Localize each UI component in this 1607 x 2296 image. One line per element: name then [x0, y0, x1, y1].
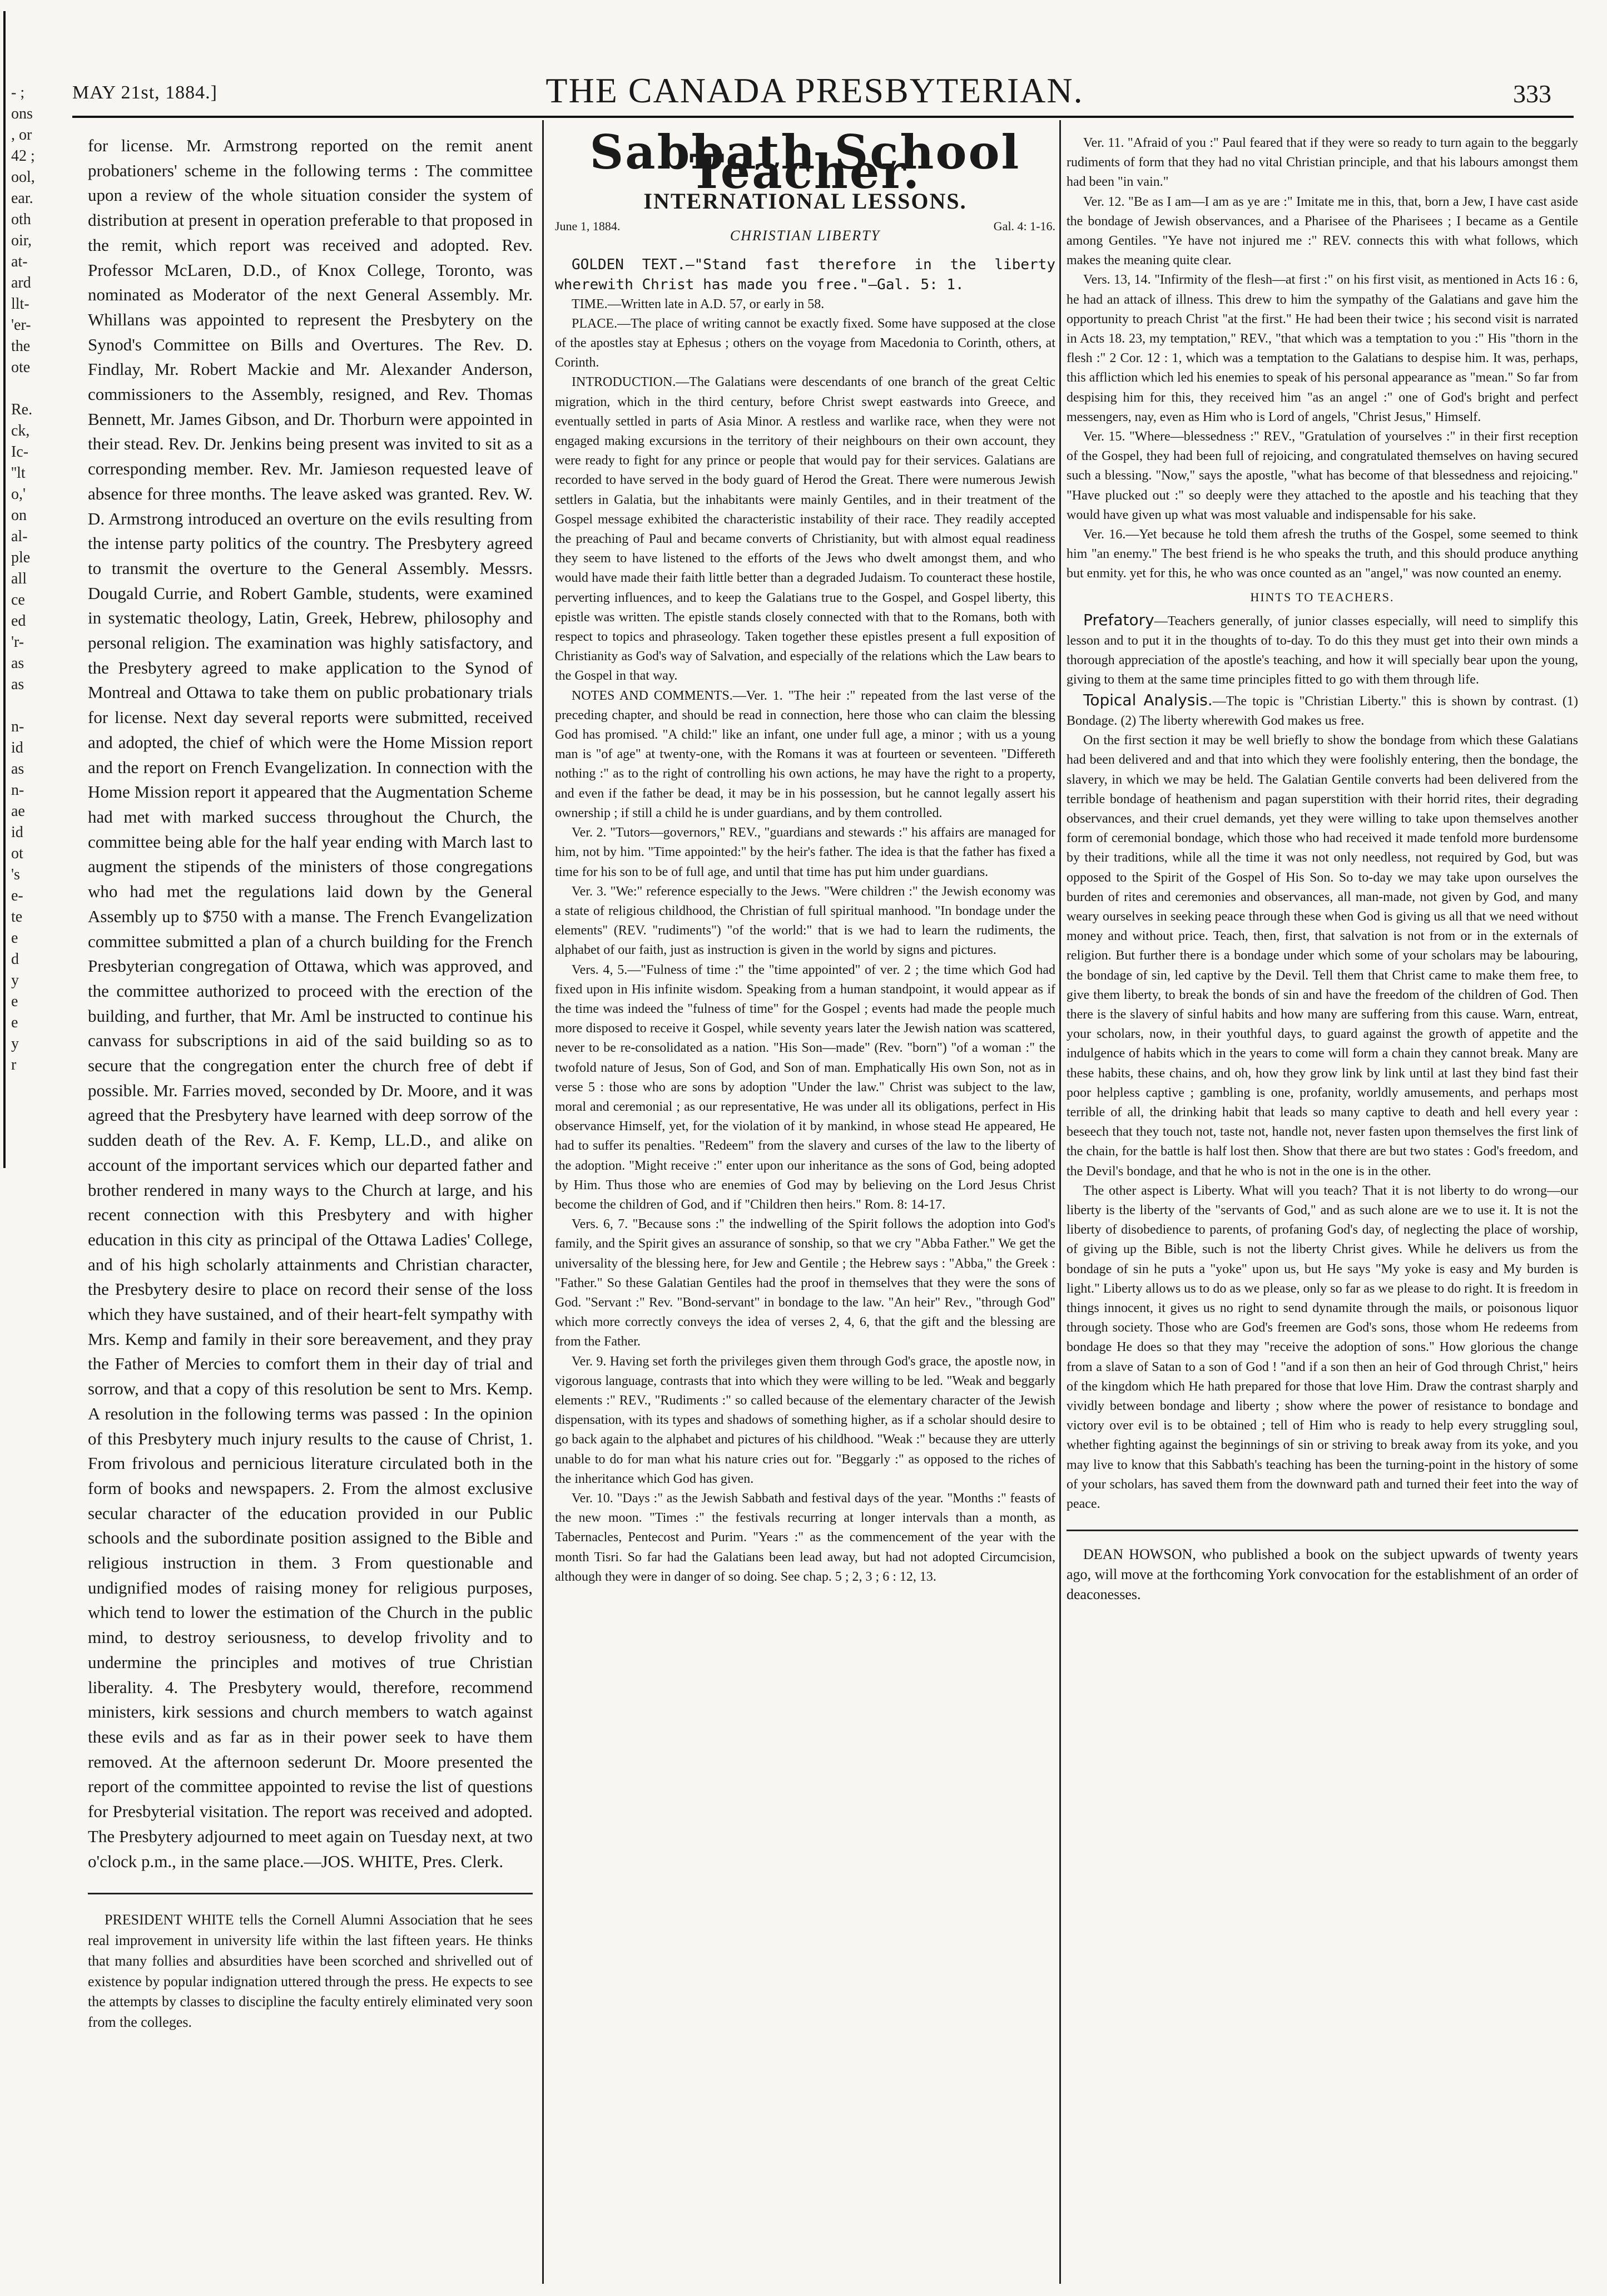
- prefatory-paragraph: [1067, 610, 1578, 690]
- gutter-fragment: on: [11, 507, 27, 524]
- lesson-info: [555, 219, 1055, 255]
- gutter-fragment: ard: [11, 274, 31, 291]
- news-note-president-white: PRESIDENT WHITE tells the Cornell Alumni Association that he sees real improvement in university life within the last fifteen years. He thinks that many follies and absurdities have been scorched and shrivelled out of existence by popular indignation uttered through the press. He expects to see the attempts by classes to discipline the faculty entirely eliminated very soon from the colleges.: [88, 1912, 533, 2031]
- lesson-topic: CHRISTIAN LIBERTY: [730, 227, 881, 244]
- section-divider: [88, 1893, 533, 1894]
- column-sabbath-school: [555, 125, 1055, 1587]
- notes-verse-10: Ver. 10. "Days :" as the Jewish Sabbath and festival days of the year. "Months :" feasts of the new moon. "Times :" the festivals recurring at longer intervals than a month, as Tabernacles, Pentecost and Purim. "Years :" as the commencement of the year with the month Tisri. So far had the Galatians been lead away, but had not adopted Circumcision, although they were in danger of so doing. See chap. 5 ; 2, 3 ; 6 : 12, 13.: [555, 1491, 1055, 1584]
- gutter-fragment: e: [11, 929, 18, 947]
- masthead: THE CANADA PRESBYTERIAN.: [545, 71, 1084, 110]
- column-rule-2: [1059, 120, 1061, 2284]
- lesson-date: June 1, 1884.: [555, 219, 621, 233]
- notes-verse-12: Ver. 12. "Be as I am—I am as ye are :" Imitate me in this, that, born a Jew, I have cast aside the bondage of Jewish observances, and a Pharisee of the Pharisees ; I became as a Gentile among Gentiles. "Ye have not injured me :" REV. connects this with what follows, which makes the meaning quite clear.: [1067, 194, 1578, 268]
- topical-paragraph: [1067, 690, 1578, 731]
- notes-verse-11: Ver. 11. "Afraid of you :" Paul feared that if they were so ready to turn again to the beggarly rudiments of form that they had no vital Christian principle, and that his labours amongst them had been "in vain.": [1067, 136, 1578, 190]
- gutter-fragment: r: [11, 1056, 17, 1073]
- gutter-fragment: n-: [11, 718, 24, 735]
- gutter-fragment: 's: [11, 866, 20, 883]
- header-rule: [72, 116, 1574, 118]
- golden-text: GOLDEN TEXT.—"Stand fast therefore in the liberty wherewith Christ has made you free."—Gal. 5: 1.: [555, 256, 1055, 293]
- gutter-fragment: as: [11, 760, 24, 778]
- news-note-dean-howson: DEAN HOWSON, who published a book on the subject upwards of twenty years ago, will move at the forthcoming York convocation for the establishment of an order of deaconesses.: [1067, 1546, 1578, 1603]
- column-rule-1: [542, 120, 544, 2284]
- gutter-fragment: ple: [11, 549, 31, 566]
- prefatory-label: Prefatory: [1083, 610, 1154, 629]
- issue-date: MAY 21st, 1884.]: [72, 82, 217, 103]
- bondage-section: On the first section it may be well briefly to show the bondage from which these Galatians had been delivered and and that into which they were foolishly entering, then the bondage, the slavery, in which we may be held. The Galatian Gentile converts had been delivered from the terrible bondage of heathenism and pagan superstition with their horrid rites, their degrading observances, and their cruel demands, yet they were willing to take upon themselves another form of ceremonial bondage, which those who had received it made tenfold more burdensome by their traditions, while all the time it was not only needless, not required by God, but was opposed to the Spirit of the Gospel of His Son. So to-day we may take upon ourselves the burden of rites and ceremonies and observances, all man-made, not given by God, and many weary ourselves in seeking peace through these when God is giving us all that we need without money and without price. Teach, then, first, that salvation is not from or in the externals of religion. But further there is a bondage under which some of your scholars may be labouring, the bondage of sin, led captive by the Devil. Tell them that Christ came to make them free, to give them liberty, to break the bonds of sin and have the freedom of the children of God. Then there is the slavery of sinful habits and how many are suffering from this cause. Warn, entreat, your scholars, now, in their youthful days, to guard against the growth of appetite and the indulgence of habits which in the years to come will form a chain they cannot break. Many are these habits, these chains, and oh, how they grow link by link until at last they bind fast their poor helpless captive ; gambling is one, profanity, worldly amusements, and perhaps most terrible of all, the drinking habit that leads so many captive to death and hell every year : beseech that they touch not, taste not, handle not, never fasten upon themselves the first link of the chain, for the battle is half lost then. Show that there are but two states : God's freedom, and the Devil's bondage, and that he who is not in the one is in the other.: [1067, 733, 1578, 1179]
- lesson-reference: Gal. 4: 1-16.: [993, 219, 1055, 233]
- gutter-fragment: 42 ;: [11, 147, 35, 165]
- page-number: 333: [1513, 80, 1551, 108]
- gutter-fragment: e-: [11, 887, 23, 904]
- gutter-fragment: 'er-: [11, 316, 31, 334]
- notes-verse-16: Ver. 16.—Yet because he told them afresh the truths of the Gospel, some seemed to think him "an enemy." The best friend is he who speaks the truth, and this should produce anything but enmity. yet for this, he who was once counted as an "angel," was now counted an enemy.: [1067, 527, 1578, 581]
- gutter-fragment: ot: [11, 845, 23, 862]
- gutter-fragment: al-: [11, 528, 28, 545]
- section-title: Sabbath School Teacher.: [589, 125, 1021, 200]
- gutter-fragment: n-: [11, 781, 24, 799]
- notes-verses-6-7: Vers. 6, 7. "Because sons :" the indwelling of the Spirit follows the adoption into God's family, and the Spirit gives an assurance of sonship, so that we cry "Abba Father." We get the universality of the blessing here, for Jew and Gentile ; the Hebrew says : "Abba," the Greek : "Father." So these Galatian Gentiles had the proof in themselves that they were the sons of God. "Servant :" Rev. "Bond-servant" in bondage to the law. "An heir" Rev., "through God" which more correctly conveys the idea of verses 2, 4, 6, that the gift and the blessing are from the Father.: [555, 1217, 1055, 1349]
- gutter-fragment: id: [11, 739, 23, 756]
- section-divider: [1067, 1530, 1578, 1531]
- gutter-fragment: ool,: [11, 169, 35, 186]
- gutter-fragment: ear.: [11, 190, 33, 207]
- gutter-fragment: ck,: [11, 422, 30, 439]
- gutter-fragment: y: [11, 1035, 19, 1052]
- gutter-fragment: ote: [11, 359, 31, 376]
- prefatory-text: —Teachers generally, of junior classes especially, will need to simplify this lesson and to put it in the thoughts of to-day. To do this they must get into their own minds a thorough appreciation of the apostle's teaching, and how it will specially bear upon the young, giving to them at the same time principles fitted to go with them through life.: [1067, 613, 1578, 687]
- column-presbytery-report: [88, 133, 533, 2033]
- notes-verse-3: Ver. 3. "We:" reference especially to the Jews. "Were children :" the Jewish economy was a state of religious childhood, the Christian of full spiritual manhood. "In bondage under the elements" (REV. "rudiments") "of the world:" that is we had to learn the rudiments, the alphabet of our faith, just as instruction is given in the world by signs and pictures.: [555, 884, 1055, 958]
- lesson-place: PLACE.—The place of writing cannot be exactly fixed. Some have supposed at the close of the apostles stay at Ephesus ; others on the voyage from Macedonia to Corinth, others, at Corinth.: [555, 316, 1055, 370]
- gutter-fragment: e: [11, 1014, 18, 1031]
- gutter-fragment: oth: [11, 211, 31, 228]
- gutter-fragment: ae: [11, 803, 25, 820]
- notes-verses-13-14: Vers. 13, 14. "Infirmity of the flesh—at first :" on his first visit, as mentioned in Acts 16 : 6, he had an attack of illness. This drew to him the sympathy of the Galatians and gave him the opportunity to preach Christ "at the first." He had been their twice ; his second visit is narrated in Acts 18. 23, my temptation," REV., "that which was a temptation to you :" His "thorn in the flesh :" 2 Cor. 12 : 1, which was a temptation to the Galatians to despise him. It was, perhaps, this affliction which led his enemies to speak of his personal appearance as "mean." So far from despising him for this, they received him "as an angel :" one of God's bright and perfect messengers, nay, even as Him who is Lord of angels, "Christ Jesus," Himself.: [1067, 273, 1578, 424]
- notes-verse-1: NOTES AND COMMENTS.—Ver. 1. "The heir :" repeated from the last verse of the preceding chapter, and should be read in connection, here those who can claim the blessing God has promised. "A child:" like an infant, one under full age, a minor ; with us a young man is "of age" at twenty-one, with the Romans it was at fourteen or seventeen. "Differeth nothing :" as to the right of controlling his own actions, he may have the right to a property, and even if the father be dead, it may be in his possession, but he cannot legally assert his ownership ; if still a child he is under guardians, and by them controlled.: [555, 688, 1055, 820]
- gutter-fragment: , or: [11, 126, 32, 144]
- gutter-fragment: - ;: [11, 84, 25, 101]
- binding-edge: [3, 11, 6, 1168]
- topical-label: Topical Analysis.: [1083, 690, 1213, 709]
- gutter-fragment: e: [11, 993, 18, 1010]
- liberty-section: The other aspect is Liberty. What will you teach? That it is not liberty to do wrong—our liberty is the liberty of the "servants of God," and as such alone are we to use it. It is not the liberty of disobedience to parents, of profaning God's day, of neglecting the place of worship, of giving up the Bible, such is not the liberty Christ gives. While he delivers us from the bondage of sin he puts a "yoke" upon us, but He says "My yoke is easy and My burden is light." Liberty allows us to do as we please, only so far as we please to do right. It is freedom in things innocent, it gives us no right to send dynamite through the mails, or poisonous liquor through society. Those who are God's freemen are God's sons, those whom He redeems from bondage He does so that they may "receive the adoption of sons." How glorious the change from a slave of Satan to a son of God ! "and if a son then an heir of God through Christ," heirs of the kingdom which He hath prepared for those that love Him. Draw the contrast sharply and vividly between bondage and liberty ; show where the power of resistance to bondage and victory over evil is to be obtained ; tell of Him who is ready to help every struggling soul, whether fighting against the beginnings of sin or striving to break away from its yoke, and you may live to know that this Sabbath's teaching has been the turning-point in the history of some of your scholars, has saved them from the downward path and turned their feet into the way of peace.: [1067, 1183, 1578, 1512]
- notes-verse-9: Ver. 9. Having set forth the privileges given them through God's grace, the apostle now, in vigorous language, contrasts that into which they were willing to be led. "Weak and beggarly elements :" REV., "Rudiments :" so called because of the elementary character of the Jewish dispensation, with its types and shadows of something higher, as if a scholar should desire to go back again to the alphabet and pictures of his childhood. "Weak :" because they are utterly unable to do for man what his nature cries out for. "Beggarly :" as opposed to the riches of the inheritance which God has given.: [555, 1354, 1055, 1486]
- lesson-time: TIME.—Written late in A.D. 57, or early in 58.: [572, 296, 825, 311]
- gutter-fragment: Re.: [11, 401, 33, 418]
- gutter-fragment: at-: [11, 253, 28, 270]
- gutter-fragment: ons: [11, 105, 33, 122]
- gutter-fragment: as: [11, 655, 24, 672]
- notes-verses-4-5: Vers. 4, 5.—"Fulness of time :" the "time appointed" of ver. 2 ; the time which God had fixed upon in His infinite wisdom. Speaking from a human standpoint, it would appear as if the time was indeed the "fulness of time" for the Gospel ; events had made the people much more disposed to receive it Gospel, while seventy years later the Jewish nation was scattered, never to be re-consolidated as a nation. "His Son—made" (Rev. "born") "of a woman :" the twofold nature of Jesus, Son of God, and Son of man. Emphatically His own Son, not as in verse 5 : those who are sons by adoption "Under the law." Christ was subject to the law, moral and ceremonial ; as our representative, He was under all its obligations, perfect in His observance Himself, yet, for the violation of it by mankind, in whose stead He appeared, He had to suffer its penalties. "Redeem" from the slavery and curses of the law to the liberty of the adoption. "Might receive :" enter upon our inheritance as the sons of God, being adopted by Him. Thus those who are enemies of God may by believing on the Lord Jesus Christ become the children of God, and if "Children then heirs." Rom. 8: 14-17.: [555, 962, 1055, 1212]
- gutter-fragment: llt-: [11, 295, 29, 313]
- section-subtitle: INTERNATIONAL LESSONS.: [643, 189, 967, 214]
- lesson-introduction: INTRODUCTION.—The Galatians were descendants of one branch of the great Celtic migration, which in the third century, before Christ swept eastwards into Greece, and eventually settled in parts of Asia Minor. A restless and warlike race, when they were not engaged making excursions in the territory of their neighbours on their own account, they were ready to fight for any prince or people that would pay for their services. Galatians are recorded to have served in the body guard of Herod the Great. There were numerous Jewish settlers in Galatia, but the inhabitants were mainly Gentiles, and in their treatment of the Gospel message exhibited the characteristic instability of their race. They readily accepted the preaching of Paul and became converts of Christianity, but with almost equal readiness they seem to have listened to the efforts of the Jews who dwelt amongst them, and who would have made their faith little better than a degraded Judaism. To counteract these hostile, perverting influences, and to keep the Galatians true to the Gospel, and Gospel liberty, this epistle was written. The epistle stands closely connected with that to the Romans, both with respect to topics and phraseology. Taken together these epistles present a full exposition of Christianity as God's way of Salvation, and especially of the relations which the Law bears to the Gospel in that way.: [555, 375, 1055, 684]
- gutter-fragment: y: [11, 972, 19, 989]
- notes-verse-15: Ver. 15. "Where—blessedness :" REV., "Gratulation of yourselves :" in their first reception of the Gospel, they had been full of rejoicing, and congratulated themselves on having secured such a blessing. "Now," says the apostle, "what has become of that blessedness and rejoicing." "Have plucked out :" so deeply were they attached to the apostle and his teaching that they would have given up what was most valuable and indispensable for his sake.: [1067, 429, 1578, 522]
- gutter-fragment: all: [11, 570, 27, 587]
- gutter-fragment: o,': [11, 486, 26, 503]
- gutter-fragment: the: [11, 338, 31, 355]
- gutter-fragment: Ic-: [11, 443, 29, 461]
- topical-text: —The topic is "Christian Liberty." this is shown by contrast. (1) Bondage. (2) The liberty wherewith God makes us free.: [1067, 694, 1579, 728]
- gutter-fragment: oir,: [11, 232, 32, 249]
- adjacent-page-margin: [0, 0, 51, 2296]
- notes-verse-2: Ver. 2. "Tutors—governors," REV., "guardians and stewards :" his affairs are managed for him, not by him. "Time appointed:" by the heir's father. The idea is that the father has fixed a time for his son to be of full age, and until that time has put him under guardians.: [555, 825, 1055, 879]
- gutter-fragment: 'r-: [11, 634, 24, 651]
- gutter-fragment: ''lt: [11, 464, 26, 482]
- gutter-fragment: id: [11, 824, 23, 841]
- gutter-fragment: ce: [11, 591, 25, 608]
- gutter-fragment: d: [11, 951, 19, 968]
- gutter-fragment: ed: [11, 612, 26, 630]
- hints-heading: HINTS TO TEACHERS.: [1250, 590, 1395, 604]
- presbytery-report-text: for license. Mr. Armstrong reported on the remit anent probationers' scheme in the following terms : The committee upon a review of the whole situation consider the system of distribution at present in operation preferable to that proposed in the remit, which report was received and adopted. Rev. Professor McLaren, D.D., of Knox College, Toronto, was nominated as Moderator of the next General Assembly. Mr. Whillans was appointed to represent the Presbytery on the Synod's Committee on Bills and Overtures. The Rev. D. Findlay, Mr. Robert Mackie and Mr. Alexander Anderson, commissioners to the Assembly, resigned, and Rev. Thomas Bennett, Mr. James Gibson, and Dr. Thorburn were appointed in their stead. Rev. Dr. Jenkins being present was invited to sit as a corresponding member. Rev. Mr. Jamieson requested leave of absence for three months. The leave asked was granted. Rev. W. D. Armstrong introduced an overture on the evils resulting from the intense party politics of the country. The Presbytery agreed to transmit the overture to the General Assembly. Messrs. Dougald Currie, and Robert Gamble, students, were examined in systematic theology, Latin, Greek, Hebrew, philosophy and personal religion. The examination was highly satisfactory, and the Presbytery agreed to make application to the Synod of Montreal and Ottawa to take them on public probationary trials for license. Next day several reports were submitted, received and adopted, the chief of which were the Home Mission report and the report on French Evangelization. In connection with the Home Mission report it appeared that the Augmentation Scheme had met with marked success throughout the Church, the committee being able for the half year ending with March last to augment the stipends of the ministers of those congregations who had met the regulations laid down by the General Assembly up to $750 with a manse. The French Evangelization committee submitted a plan of a church building for the French Presbyterian congregation of Ottawa, which was approved, and the committee authorized to proceed with the erection of the building, and further, that Mr. Aml be instructed to continue his canvass for subscriptions in aid of the said building so as to secure that the congregation enter the church free of debt if possible. Mr. Farries moved, seconded by Dr. Moore, and it was agreed that the Presbytery have learned with deep sorrow of the sudden death of the Rev. A. F. Kemp, LL.D., and alike on account of the important services which our departed father and brother rendered in many ways to the Church at large, and his recent connection with this Presbytery and with higher education in this city as principal of the Ottawa Ladies' College, and of his high scholarly attainments and Christian character, the Presbytery desire to place on record their sense of the loss which they have sustained, and of their heart-felt sympathy with Mrs. Kemp and family in their sore bereavement, and they pray the Father of Mercies to comfort them in their day of trial and sorrow, and that a copy of this resolution be sent to Mrs. Kemp. A resolution in the following terms was passed : In the opinion of this Presbytery much injury results to the cause of Christ, 1. From frivolous and pernicious literature circulated both in the form of books and newspapers. 2. From the almost exclusive secular character of the education provided in our Public schools and the subordinate position assigned to the Bible and religious instruction in them. 3 From questionable and undignified modes of raising money for religious purposes, which tend to lower the estimation of the Church in the public mind, to destroy seriousness, to develop frivolity and to undermine the principles and motives of true Christian liberality. 4. The Presbytery would, therefore, recommend ministers, kirk sessions and church members to watch against these evils and as far as in their power seek to have them removed. At the afternoon sederunt Dr. Moore presented the report of the committee appointed to revise the list of questions for Presbyterial visitation. The report was received and adopted. The Presbytery adjourned to meet again on Tuesday next, at two o'clock p.m., in the same place.—JOS. WHITE, Pres. Clerk.: [88, 136, 533, 1871]
- gutter-fragment: te: [11, 908, 23, 926]
- gutter-fragment: as: [11, 676, 24, 693]
- page-header: [56, 66, 1574, 116]
- column-lesson-continued: [1067, 133, 1578, 1605]
